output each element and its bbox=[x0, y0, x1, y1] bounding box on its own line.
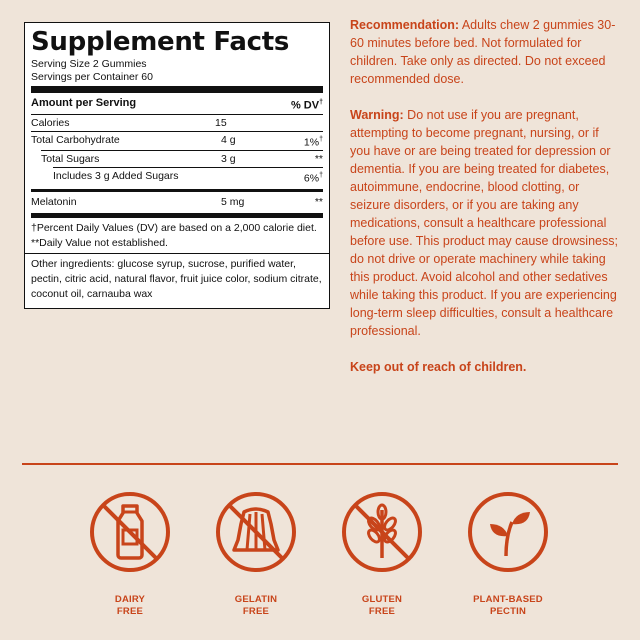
facts-title: Supplement Facts bbox=[31, 27, 290, 57]
dv-header-mark: † bbox=[319, 99, 323, 106]
badge-label bbox=[458, 594, 558, 618]
recommendation-paragraph bbox=[350, 16, 620, 88]
footnote-not-established: **Daily Value not established. bbox=[31, 236, 168, 249]
badge-line2: PECTIN bbox=[489, 606, 527, 617]
row-name: Melatonin bbox=[31, 195, 77, 208]
row-dv bbox=[283, 168, 323, 187]
row-dv-value: 6% bbox=[303, 172, 320, 185]
keep-out-text: Keep out of reach of children. bbox=[350, 360, 527, 374]
badge-line2: FREE bbox=[116, 606, 144, 617]
facts-header-row bbox=[31, 95, 323, 114]
badge-line1: GLUTEN bbox=[361, 594, 403, 605]
badge-line2: FREE bbox=[368, 606, 396, 617]
warning-text: Do not use if you are pregnant, attempting to become pregnant, nursing, or if you have or are being treated for depression or dementia. If you are being treated for diabetes, autoimmune, endocrine, blood clotting, or seizure disorders, or if you are taking any medications, consult a healthcare professional before use. This product may cause drowsiness; do not drive or operate machinery while taking this product. Avoid alcohol and other sedatives while taking this product. If you are experiencing long-term sleep difficulties, consult a healthcare professional. bbox=[350, 108, 618, 338]
row-dv: ** bbox=[314, 153, 323, 166]
badge-gluten-free bbox=[332, 490, 432, 618]
facts-row-added-sugars bbox=[31, 168, 323, 187]
badge-line2: FREE bbox=[242, 606, 270, 617]
servings-per-container: Servings per Container 60 bbox=[31, 70, 153, 83]
wheat-crossed-icon bbox=[340, 490, 424, 574]
rule bbox=[31, 189, 323, 192]
thick-rule bbox=[31, 86, 323, 93]
recommendation-label: Recommendation: bbox=[350, 18, 460, 32]
badge-label bbox=[206, 594, 306, 618]
badge-label bbox=[80, 594, 180, 618]
row-dv bbox=[295, 132, 323, 151]
facts-row-calories bbox=[31, 115, 323, 131]
row-amount: 4 g bbox=[221, 133, 236, 146]
row-dv-mark: † bbox=[319, 172, 323, 180]
row-name: Total Carbohydrate bbox=[31, 133, 120, 146]
footnote-dv: †Percent Daily Values (DV) are based on a 2,000 calorie diet. bbox=[31, 221, 317, 234]
dv-header bbox=[283, 95, 323, 114]
facts-row-melatonin bbox=[31, 194, 323, 210]
facts-row-total-sugars bbox=[31, 151, 323, 167]
badge-dairy-free bbox=[80, 490, 180, 618]
rule bbox=[31, 213, 323, 218]
facts-row-carbohydrate bbox=[31, 132, 323, 151]
recommendation-text: Adults chew 2 gummies 30-60 minutes before bed. Not formulated for children. Take only as directed. Do not exceed recommended dose. bbox=[350, 18, 616, 86]
row-amount: 15 bbox=[215, 116, 227, 129]
badge-gelatin-free bbox=[206, 490, 306, 618]
other-ingredients: Other ingredients: glucose syrup, sucrose, purified water, pectin, citric acid, natural flavor, fruit juice color, sodium citrate, coconut oil, carnauba wax bbox=[31, 257, 322, 300]
amount-per-serving-header: Amount per Serving bbox=[31, 97, 137, 109]
row-name: Includes 3 g Added Sugars bbox=[53, 170, 179, 183]
row-dv: ** bbox=[314, 195, 323, 208]
supplement-facts-panel bbox=[24, 22, 330, 309]
row-dv bbox=[295, 115, 323, 131]
gelatin-mold-crossed-icon bbox=[214, 490, 298, 574]
row-name: Calories bbox=[31, 116, 70, 129]
badge-line1: DAIRY bbox=[114, 594, 146, 605]
badge-label bbox=[332, 594, 432, 618]
dv-header-text: % DV bbox=[290, 99, 320, 112]
warning-paragraph bbox=[350, 106, 620, 340]
warning-label: Warning: bbox=[350, 108, 404, 122]
sprout-icon bbox=[466, 490, 550, 574]
row-name: Total Sugars bbox=[41, 153, 100, 166]
row-dv-value: 1% bbox=[303, 136, 320, 149]
milk-bottle-crossed-icon bbox=[88, 490, 172, 574]
keep-out-paragraph bbox=[350, 358, 620, 376]
serving-size: Serving Size 2 Gummies bbox=[31, 58, 147, 70]
row-amount: 5 mg bbox=[221, 195, 245, 208]
badge-plant-based-pectin bbox=[458, 490, 558, 618]
row-dv-mark: † bbox=[319, 135, 323, 143]
section-divider bbox=[22, 463, 618, 465]
badge-line1: PLANT-BASED bbox=[473, 594, 543, 605]
badge-line1: GELATIN bbox=[234, 594, 278, 605]
row-amount: 3 g bbox=[221, 153, 236, 166]
directions-column bbox=[350, 16, 620, 394]
